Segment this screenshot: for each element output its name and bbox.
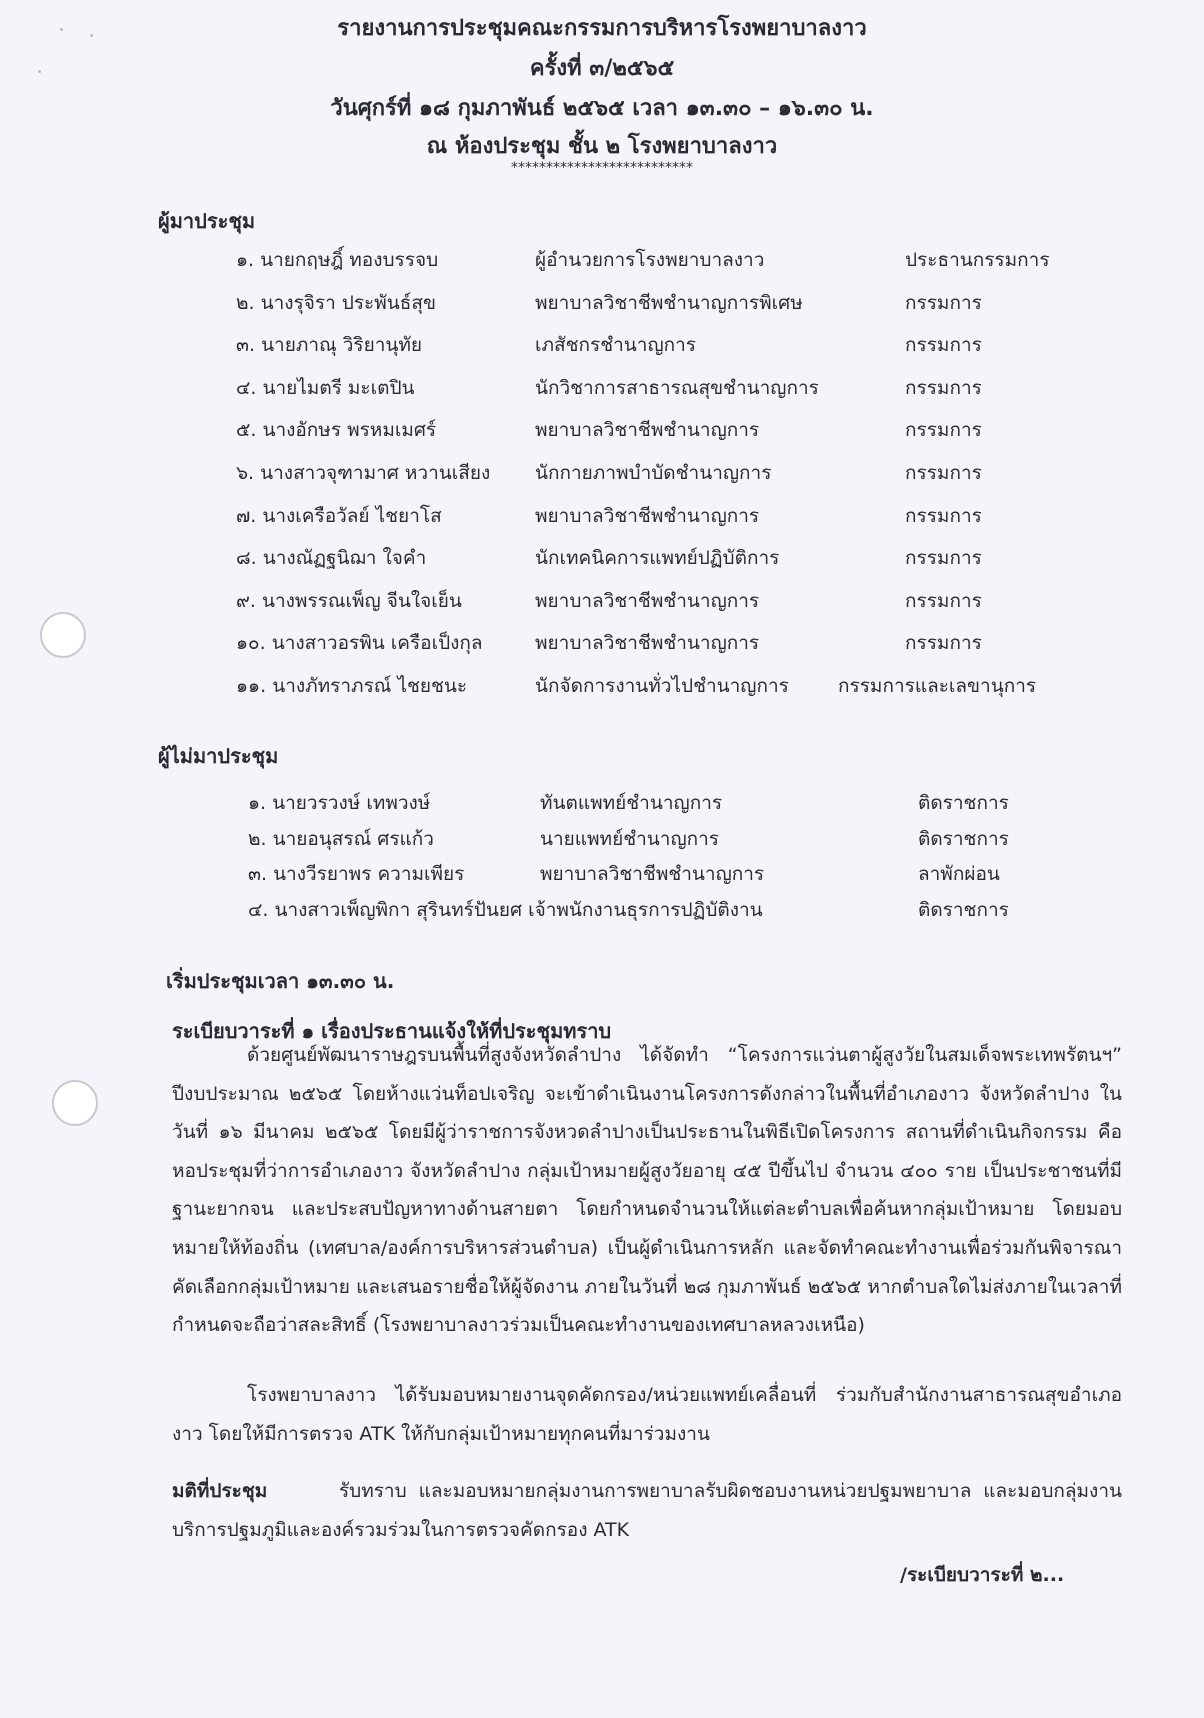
member-position: พยาบาลวิชาชีพชำนาญการ [535,504,760,527]
member-role: ประธานกรรมการ [905,249,1050,271]
member-name: ๒. นางรุจิรา ประพันธ์สุข [236,291,436,314]
member-role: ติดราชการ [918,792,1009,814]
member-name: ๒. นายอนุสรณ์ ศรแก้ว [248,827,434,850]
member-role: กรรมการ [905,632,982,655]
member-name: ๗. นางเครือวัลย์ ไชยาโส [236,504,442,527]
attendees-heading: ผู้มาประชุม [158,209,256,233]
agenda-1-paragraph-2-text: โรงพยาบาลงาว ได้รับมอบหมายงานจุดคัดกรอง/หน่วยแพทย์เคลื่อนที่ ร่วมกับสำนักงานสาธารณสุขอำเภองาว โดยให้มีการตรวจ ATK ให้กับกลุ่มเป้าหมายทุกคนที่มาร่วมงาน [172,1384,1122,1445]
session-number: ครั้งที่ ๓/๒๕๖๕ [529,56,675,81]
agenda-1-paragraph-1 [172,1036,1122,1345]
member-role: กรรมการ [905,504,982,527]
member-name: ๕. นางอักษร พรหมเมศร์ [236,419,437,442]
member-position: พยาบาลวิชาชีพชำนาญการ [535,419,760,442]
document-title: รายงานการประชุมคณะกรรมการบริหารโรงพยาบาลงาว [337,16,867,41]
member-name: ๘. นางณัฏฐนิฌา ใจคำ [236,547,427,570]
member-name: ๙. นางพรรณเพ็ญ จีนใจเย็น [236,589,462,612]
meeting-datetime: วันศุกร์ที่ ๑๘ กุมภาพันธ์ ๒๕๖๕ เวลา ๑๓.๓๐ – ๑๖.๓๐ น. [330,96,874,121]
agenda-1-paragraph-2 [172,1376,1122,1453]
member-name: ๔. นายไมตรี มะเตปิน [236,376,415,399]
member-position: พยาบาลวิชาชีพชำนาญการ [535,632,760,655]
member-role: ติดราชการ [918,827,1009,850]
member-position: นักวิชาการสาธารณสุขชำนาญการ [535,376,819,399]
member-position: นักจัดการงานทั่วไปชำนาญการ [535,675,789,697]
member-role: กรรมการ [905,462,982,484]
member-role: กรรมการ [905,334,982,357]
member-name: ๓. นายภาณุ วิริยานุทัย [236,334,423,357]
member-position: นักเทคนิคการแพทย์ปฏิบัติการ [535,547,780,570]
resolution [172,1472,1122,1549]
member-role: กรรมการ [905,291,982,314]
meeting-venue: ณ ห้องประชุม ชั้น ๒ โรงพยาบาลงาว [426,134,778,159]
member-position: พยาบาลวิชาชีพชำนาญการพิเศษ [535,291,803,314]
member-position: พยาบาลวิชาชีพชำนาญการ [535,589,760,612]
member-role: กรรมการ [905,547,982,570]
member-name: ๖. นางสาวจุฑามาศ หวานเสียง [236,462,491,484]
member-position: ทันตแพทย์ชำนาญการ [540,792,723,814]
member-name: ๔. นางสาวเพ็ญพิกา สุรินทร์ปันยศ เจ้าพนักงานธุรการปฏิบัติงาน [248,898,763,921]
member-position: พยาบาลวิชาชีพชำนาญการ [540,863,765,885]
member-role: ติดราชการ [918,898,1009,921]
member-role: ลาพักผ่อน [918,863,1000,885]
agenda-1-paragraph-1-text: ด้วยศูนย์พัฒนาราษฎรบนพื้นที่สูงจังหวัดลำปาง ได้จัดทำ “โครงการแว่นตาผู้สูงวัยในสมเด็จพระเทพรัตนฯ” ปีงบประมาณ ๒๕๖๕ โดยห้างแว่นท็อปเจริญ จะเข้าดำเนินงานโครงการดังกล่าวในพื้นที่อำเภองาว จังหวัดลำปาง ในวันที่ ๑๖ มีนาคม ๒๕๖๕ โดยมีผู้ว่าราชการจังหวดลำปางเป็นประธานในพิธีเปิดโครงการ สถานที่ดำเนินกิจกรรม คือ หอประชุมที่ว่าการอำเภองาว จังหวัดลำปาง กลุ่มเป้าหมายผู้สูงวัยอายุ ๔๕ ปีขึ้นไป จำนวน ๔๐๐ ราย เป็นประชาชนที่มีฐานะยากจน และประสบปัญหาทางด้านสายตา โดยกำหนดจำนวนให้แต่ละตำบลเพื่อค้นหากลุ่มเป้าหมาย โดยมอบหมายให้ท้องถิ่น (เทศบาล/องค์การบริหารส่วนตำบล) เป็นผู้ดำเนินการหลัก และจัดทำคณะทำงานเพื่อร่วมกันพิจารณาคัดเลือกกลุ่มเป้าหมาย และเสนอรายชื่อให้ผู้จัดงาน ภายในวันที่ ๒๘ กุมภาพันธ์ ๒๕๖๕ หากตำบลใดไม่ส่งภายในเวลาที่กำหนดจะถือว่าสละสิทธิ์ (โรงพยาบาลงาวร่วมเป็นคณะทำงานของเทศบาลหลวงเหนือ) [172,1044,1122,1337]
punch-hole-bottom [52,1080,98,1126]
member-name: ๑. นายกฤษฎิ์ ทองบรรจบ [236,249,439,271]
member-position: นักกายภาพบำบัดชำนาญการ [535,462,772,484]
member-name: ๑๑. นางภัทราภรณ์ ไชยชนะ [236,675,468,697]
meeting-start-time: เริ่มประชุมเวลา ๑๓.๓๐ น. [166,969,395,993]
member-position: ผู้อำนวยการโรงพยาบาลงาว [535,249,765,271]
resolution-label: มติที่ประชุม [172,1480,268,1502]
member-name: ๓. นางวีรยาพร ความเพียร [248,863,465,885]
absentees-heading: ผู้ไม่มาประชุม [158,744,279,768]
punch-hole-top [40,612,86,658]
divider: ************************** [511,160,693,176]
member-role: กรรมการและเลขานุการ [838,675,1037,697]
member-position: นายแพทย์ชำนาญการ [540,827,720,850]
next-page-marker: /ระเบียบวาระที่ ๒... [900,1564,1065,1586]
member-role: กรรมการ [905,589,982,612]
member-name: ๑๐. นางสาวอรพิน เครือเป็งกุล [236,632,483,655]
member-position: เภสัชกรชำนาญการ [535,334,697,357]
member-role: กรรมการ [905,419,982,442]
member-name: ๑. นายวรวงษ์ เทพวงษ์ [248,792,431,814]
member-role: กรรมการ [905,376,982,399]
agenda-1-title: ระเบียบวาระที่ ๑ เรื่องประธานแจ้งให้ที่ประชุมทราบ [172,1019,612,1043]
resolution-text: รับทราบ และมอบหมายกลุ่มงานการพยาบาลรับผิดชอบงานหน่วยปฐมพยาบาล และมอบกลุ่มงานบริการปฐมภูมิและองค์รวมร่วมในการตรวจคัดกรอง ATK [172,1480,1122,1541]
